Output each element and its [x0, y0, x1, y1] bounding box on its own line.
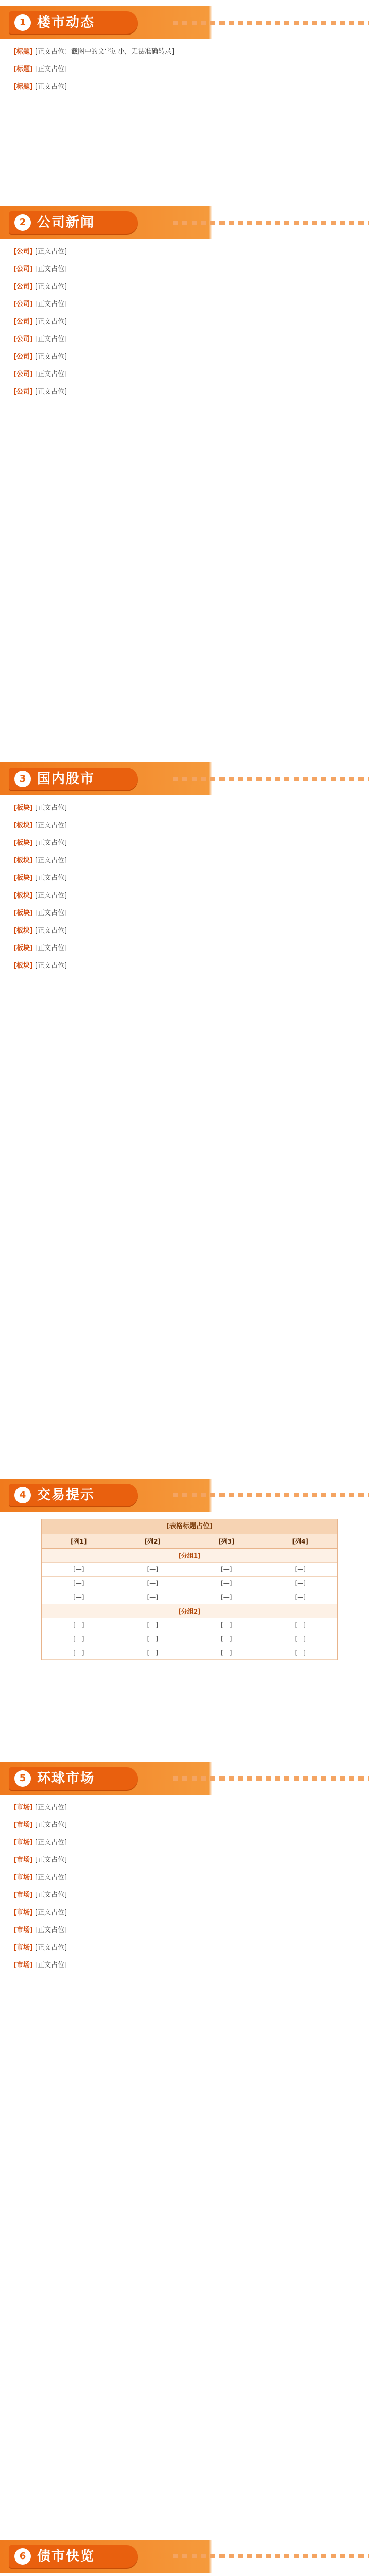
section-banner	[0, 2540, 379, 2573]
news-paragraph: [公司] [正文占位]	[13, 318, 67, 326]
banner-decoration	[173, 1776, 369, 1781]
table-cell: [—]	[190, 1590, 264, 1604]
news-paragraph: [市场] [正文占位]	[13, 1804, 67, 1811]
section-title: 国内股市	[37, 771, 95, 787]
news-paragraph: [板块] [正文占位]	[13, 892, 67, 900]
news-paragraph: [公司] [正文占位]	[13, 248, 67, 256]
column-header: [列3]	[190, 1534, 264, 1549]
group-label: [分组2]	[42, 1604, 337, 1618]
table-cell: [—]	[42, 1632, 116, 1646]
table-cell: [—]	[116, 1632, 190, 1646]
column-header: [列2]	[116, 1534, 190, 1549]
news-paragraph: [标题] [正文占位]	[13, 65, 67, 73]
news-paragraph: [板块] [正文占位]	[13, 874, 67, 882]
news-paragraph: [公司] [正文占位]	[13, 370, 67, 378]
news-paragraph: [板块] [正文占位]	[13, 822, 67, 829]
table-caption: [表格标题占位]	[42, 1519, 337, 1534]
trading-table	[41, 1519, 338, 1660]
table-cell: [—]	[264, 1563, 338, 1577]
table-group-row	[42, 1549, 337, 1563]
section-banner	[0, 762, 379, 795]
news-paragraph: [市场] [正文占位]	[13, 1926, 67, 1934]
news-paragraph: [市场] [正文占位]	[13, 1909, 67, 1917]
section-company	[0, 206, 379, 404]
group-label: [分组1]	[42, 1549, 337, 1563]
banner-decoration	[173, 21, 369, 25]
table-cell: [—]	[264, 1646, 338, 1660]
news-paragraph: [公司] [正文占位]	[13, 335, 67, 343]
table-cell: [—]	[264, 1618, 338, 1632]
table-cell: [—]	[42, 1590, 116, 1604]
banner-decoration	[173, 1493, 369, 1497]
chart-icon: 3	[14, 771, 31, 787]
banner-decoration	[173, 221, 369, 225]
table-group-row	[42, 1604, 337, 1618]
section-banner	[0, 1762, 379, 1795]
news-paragraph: [市场] [正文占位]	[13, 1961, 67, 1969]
table-cell: [—]	[190, 1618, 264, 1632]
coin-icon: 6	[14, 2548, 31, 2565]
house-icon: 1	[14, 14, 31, 31]
news-paragraph: [标题] [正文占位]	[13, 83, 67, 91]
news-paragraph: [公司] [正文占位]	[13, 353, 67, 361]
table-cell: [—]	[116, 1577, 190, 1590]
table-cell: [—]	[116, 1590, 190, 1604]
section-realestate	[0, 6, 379, 99]
table-cell: [—]	[116, 1646, 190, 1660]
news-paragraph: [市场] [正文占位]	[13, 1891, 67, 1899]
company-paragraph-list	[0, 246, 379, 398]
section-bonds	[0, 2540, 379, 2576]
ashare-paragraph-list	[0, 803, 379, 972]
column-header: [列4]	[264, 1534, 338, 1549]
table-cell: [—]	[42, 1646, 116, 1660]
news-paragraph: [公司] [正文占位]	[13, 283, 67, 291]
table-row	[42, 1646, 337, 1660]
table-row	[42, 1590, 337, 1604]
table-row	[42, 1577, 337, 1590]
news-paragraph: [公司] [正文占位]	[13, 265, 67, 273]
news-paragraph: [公司] [正文占位]	[13, 388, 67, 396]
news-paragraph: [板块] [正文占位]	[13, 804, 67, 812]
table-row	[42, 1632, 337, 1646]
table-cell: [—]	[42, 1577, 116, 1590]
table-cell: [—]	[264, 1590, 338, 1604]
table-row	[42, 1563, 337, 1577]
table-cell: [—]	[190, 1577, 264, 1590]
news-paragraph: [公司] [正文占位]	[13, 300, 67, 308]
section-trading	[0, 1479, 379, 1668]
news-paragraph: [市场] [正文占位]	[13, 1839, 67, 1846]
section-global	[0, 1762, 379, 1977]
section-title: 债市快览	[37, 2549, 95, 2564]
section-banner	[0, 1479, 379, 1512]
bell-icon: 4	[14, 1487, 31, 1503]
table-cell: [—]	[190, 1646, 264, 1660]
section-banner	[0, 206, 379, 239]
news-paragraph: [板块] [正文占位]	[13, 927, 67, 935]
section-title: 交易提示	[37, 1487, 95, 1503]
building-icon: 2	[14, 214, 31, 231]
table-cell: [—]	[116, 1618, 190, 1632]
news-paragraph: [市场] [正文占位]	[13, 1944, 67, 1952]
news-paragraph: [市场] [正文占位]	[13, 1856, 67, 1864]
table-row	[42, 1618, 337, 1632]
news-paragraph: [标题] [正文占位：截图中的文字过小，无法准确转录]	[13, 48, 175, 56]
section-title: 环球市场	[37, 1771, 95, 1786]
news-paragraph: [板块] [正文占位]	[13, 839, 67, 847]
news-paragraph: [板块] [正文占位]	[13, 857, 67, 865]
global-paragraph-list	[0, 1802, 379, 1971]
news-paragraph: [市场] [正文占位]	[13, 1821, 67, 1829]
section-title: 公司新闻	[37, 215, 95, 230]
table-cell: [—]	[42, 1618, 116, 1632]
table-cell: [—]	[264, 1577, 338, 1590]
column-header: [列1]	[42, 1534, 116, 1549]
news-paragraph: [板块] [正文占位]	[13, 909, 67, 917]
globe-icon: 5	[14, 1770, 31, 1787]
section-title: 楼市动态	[37, 15, 95, 30]
banner-decoration	[173, 777, 369, 781]
news-paragraph: [市场] [正文占位]	[13, 1874, 67, 1882]
news-paragraph: [板块] [正文占位]	[13, 944, 67, 952]
table-cell: [—]	[116, 1563, 190, 1577]
banner-decoration	[173, 2554, 369, 2558]
news-paragraph: [板块] [正文占位]	[13, 962, 67, 970]
table-cell: [—]	[190, 1563, 264, 1577]
section-ashare	[0, 762, 379, 978]
section-banner	[0, 6, 379, 39]
table-cell: [—]	[42, 1563, 116, 1577]
table-cell: [—]	[264, 1632, 338, 1646]
table-cell: [—]	[190, 1632, 264, 1646]
